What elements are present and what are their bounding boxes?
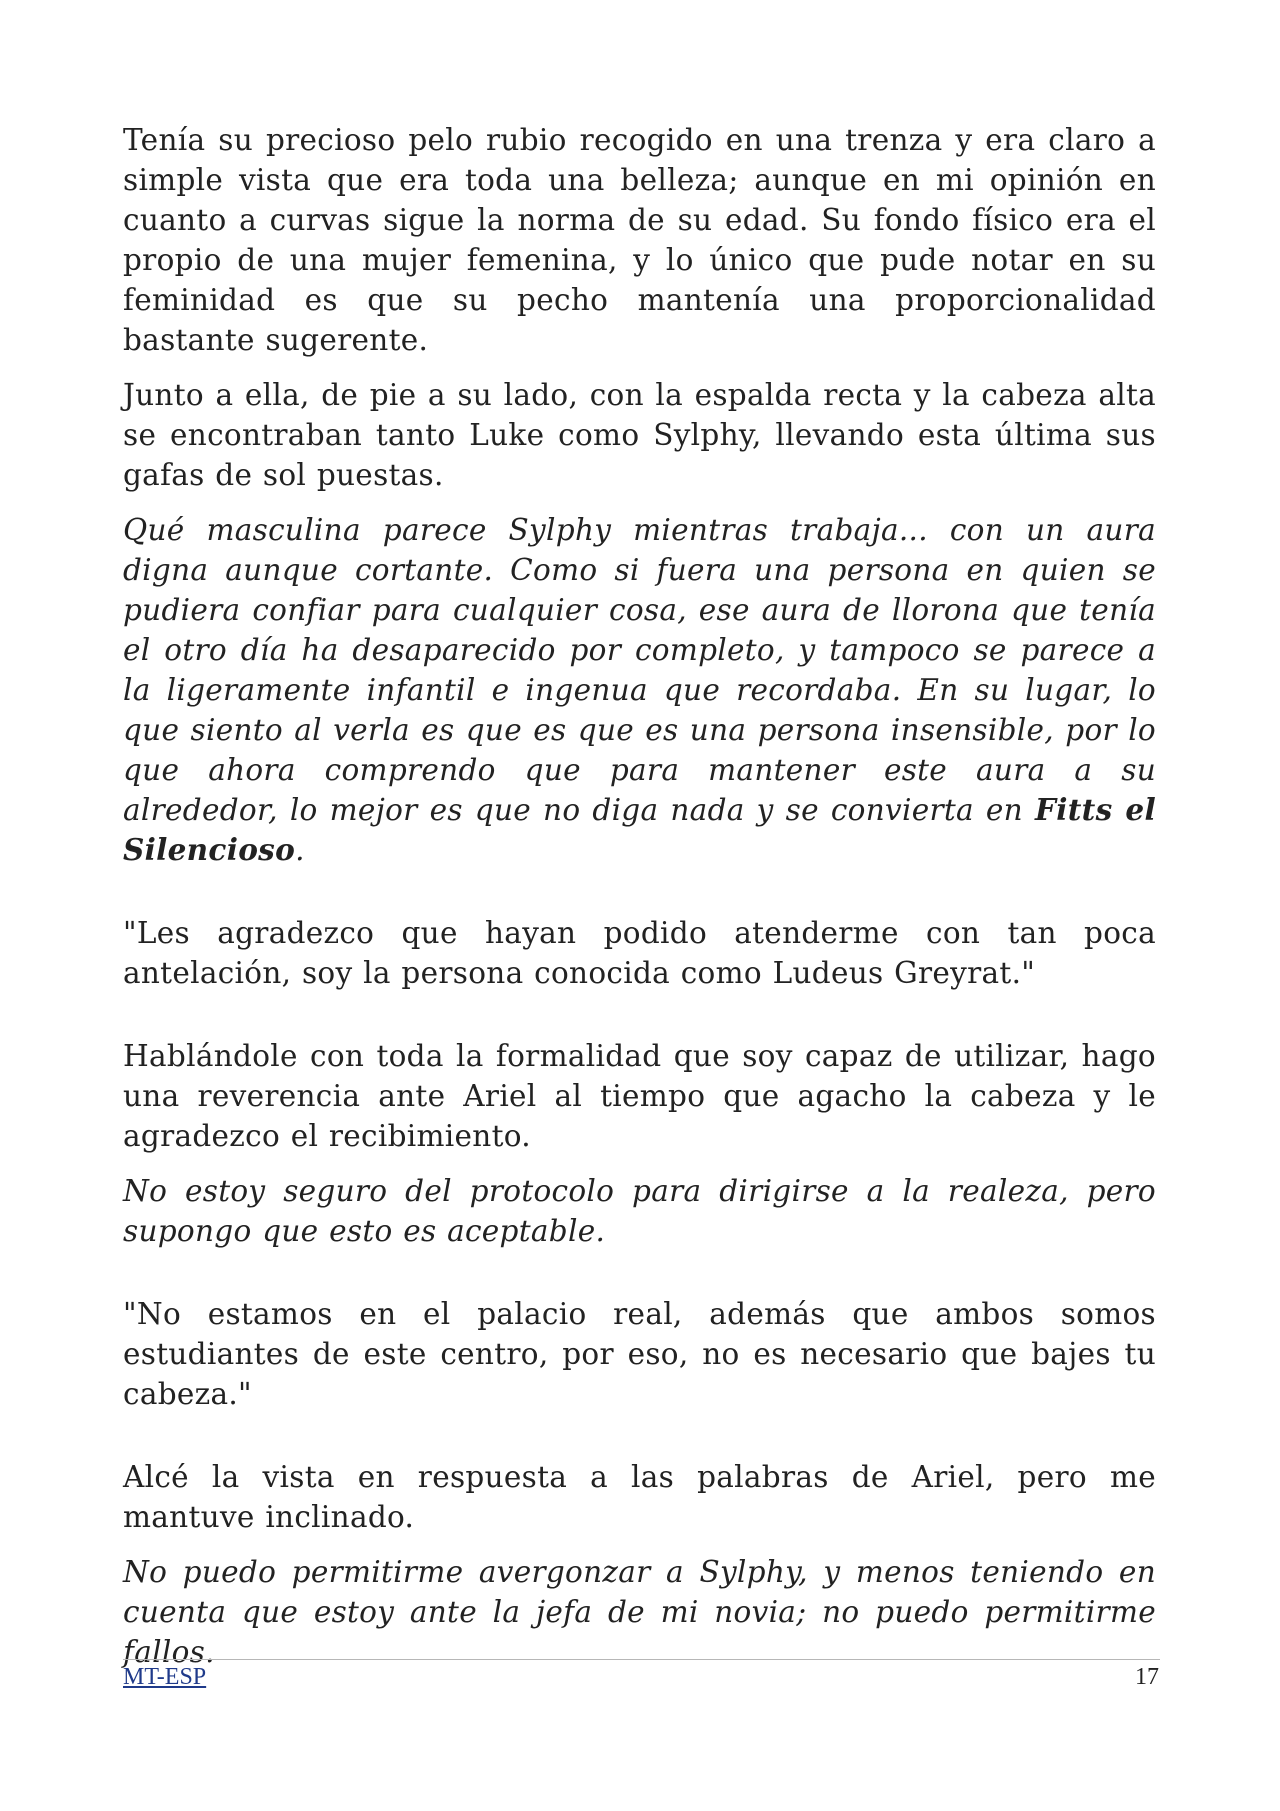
paragraph-3-end: .	[295, 833, 305, 867]
page-number: 17	[1135, 1664, 1159, 1690]
footer-link[interactable]: MT-ESP	[123, 1664, 207, 1690]
paragraph-7-dialogue: "No estamos en el palacio real, además que ambos somos estudiantes de este centro, por eso, no es necesario que bajes tu cabeza."	[123, 1297, 1156, 1411]
paragraph-6-thought: No estoy seguro del protocolo para dirigirse a la realeza, pero supongo que esto es aceptable.	[123, 1174, 1156, 1248]
footer-divider	[123, 1659, 1160, 1660]
paragraph-3-bold-name: Fitts el Silencioso	[123, 792, 1156, 867]
paragraph-1: Tenía su precioso pelo rubio recogido en una trenza y era claro a simple vista que era toda una belleza; aunque en mi opinión en cuanto a curvas sigue la norma de su edad. Su fondo físico era el propio de una mujer femenina, y lo único que pude notar en su feminidad es que su pecho mantenía una proporcionalidad bastante sugerente.	[123, 123, 1156, 357]
paragraph-5: Hablándole con toda la formalidad que soy capaz de utilizar, hago una reverencia ante Ariel al tiempo que agacho la cabeza y le agradezco el recibimiento.	[123, 1039, 1156, 1153]
paragraph-8: Alcé la vista en respuesta a las palabras de Ariel, pero me mantuve inclinado.	[123, 1460, 1156, 1534]
paragraph-9-thought: No puedo permitirme avergonzar a Sylphy, y menos teniendo en cuenta que estoy ante la jefa de mi novia; no puedo permitirme fallos.	[123, 1555, 1156, 1669]
paragraph-3-text: Qué masculina parece Sylphy mientras trabaja... con un aura digna aunque cortante. Como si fuera una persona en quien se pudiera confiar para cualquier cosa, ese aura de llorona que tenía el otro día ha desaparecido por completo, y tampoco se parece a la ligeramente infantil e ingenua que recordaba. En su lugar, lo que siento al verla es que es que es una persona insensible, por lo que ahora comprendo que para mantener este aura a su alrededor, lo mejor es que no diga nada y se convierta en	[123, 513, 1156, 827]
paragraph-2: Junto a ella, de pie a su lado, con la espalda recta y la cabeza alta se encontraban tanto Luke como Sylphy, llevando esta última sus gafas de sol puestas.	[123, 378, 1156, 492]
paragraph-4-dialogue: "Les agradezco que hayan podido atenderme con tan poca antelación, soy la persona conocida como Ludeus Greyrat."	[123, 916, 1156, 990]
paragraph-3-thought	[123, 510, 1156, 870]
body-text	[123, 120, 1156, 1687]
